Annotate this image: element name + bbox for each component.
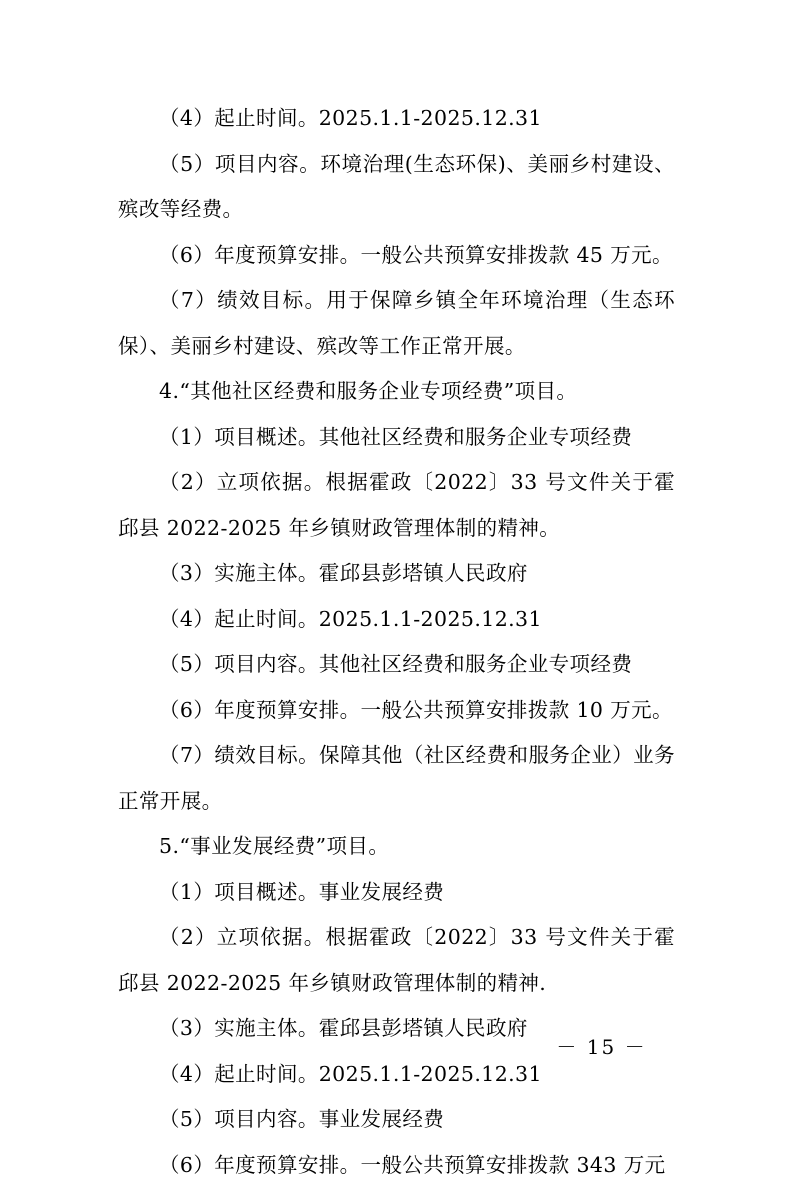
paragraph: （1）项目概述。其他社区经费和服务企业专项经费: [118, 415, 675, 461]
paragraph: （6）年度预算安排。一般公共预算安排拨款 45 万元。: [118, 233, 675, 279]
paragraph: （6）年度预算安排。一般公共预算安排拨款 10 万元。: [118, 688, 675, 734]
paragraph: （5）项目内容。其他社区经费和服务企业专项经费: [118, 642, 675, 688]
page-number: [0, 1031, 793, 1060]
paragraph: （5）项目内容。环境治理(生态环保)、美丽乡村建设、殡改等经费。: [118, 142, 675, 233]
document-body: [118, 96, 675, 1188]
paragraph: （3）实施主体。霍邱县彭塔镇人民政府: [118, 551, 675, 597]
paragraph: （1）项目概述。事业发展经费: [118, 870, 675, 916]
page-number-value: － 15 －: [556, 1031, 646, 1060]
paragraph: （5）项目内容。事业发展经费: [118, 1097, 675, 1143]
paragraph: 4.“其他社区经费和服务企业专项经费”项目。: [118, 369, 675, 415]
paragraph: 5.“事业发展经费”项目。: [118, 824, 675, 870]
paragraph: （4）起止时间。2025.1.1-2025.12.31: [118, 1052, 675, 1098]
paragraph: （2）立项依据。根据霍政〔2022〕33 号文件关于霍邱县 2022-2025 年乡镇财政管理体制的精神。: [118, 460, 675, 551]
paragraph: （4）起止时间。2025.1.1-2025.12.31: [118, 597, 675, 643]
paragraph: （7）绩效目标。保障其他（社区经费和服务企业）业务正常开展。: [118, 733, 675, 824]
paragraph: （6）年度预算安排。一般公共预算安排拨款 343 万元: [118, 1143, 675, 1188]
paragraph: （4）起止时间。2025.1.1-2025.12.31: [118, 96, 675, 142]
paragraph: （2）立项依据。根据霍政〔2022〕33 号文件关于霍邱县 2022-2025 年乡镇财政管理体制的精神.: [118, 915, 675, 1006]
paragraph: （3）实施主体。霍邱县彭塔镇人民政府: [118, 1006, 675, 1052]
paragraph: （7）绩效目标。用于保障乡镇全年环境治理（生态环保）、美丽乡村建设、殡改等工作正常开展。: [118, 278, 675, 369]
